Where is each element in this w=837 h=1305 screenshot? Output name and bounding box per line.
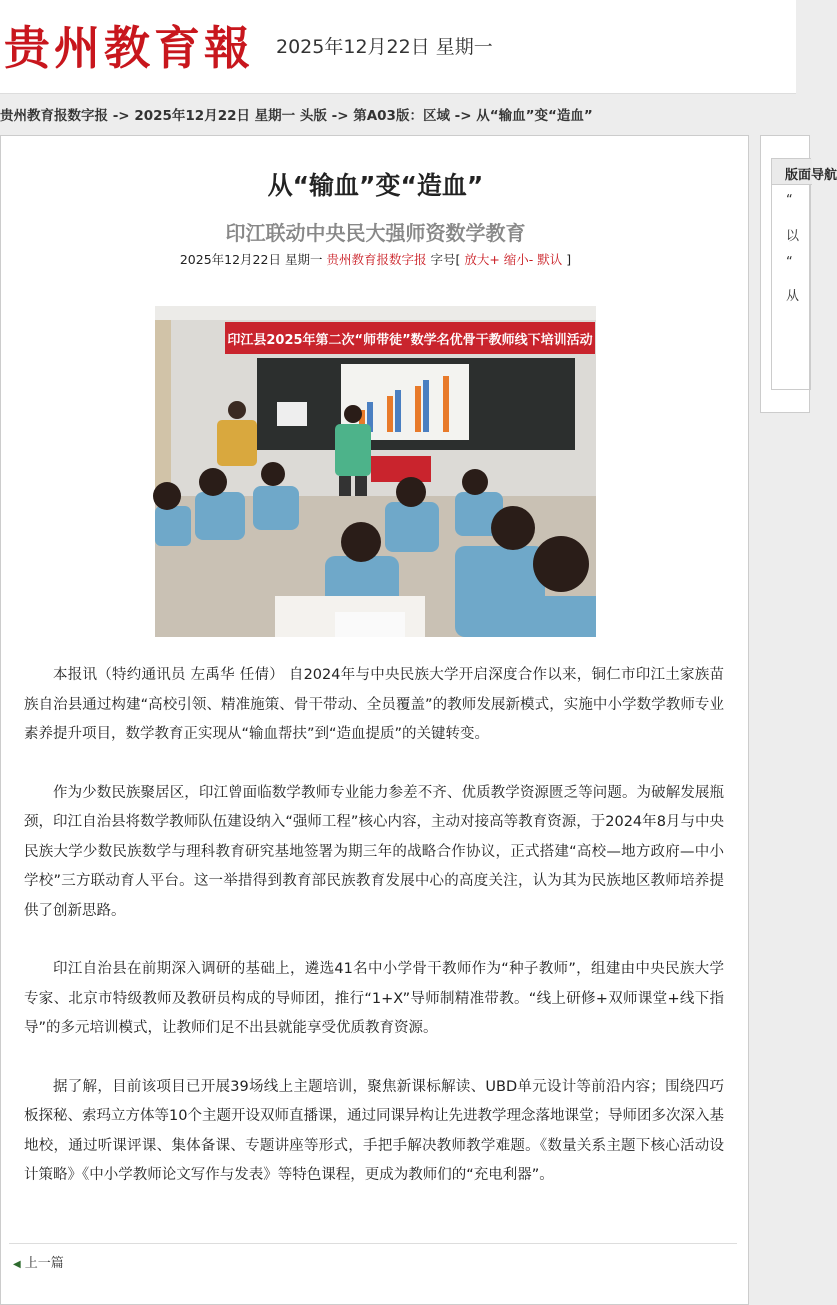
- font-default-button[interactable]: 默认: [537, 252, 563, 267]
- breadcrumb-separator: ->: [112, 108, 130, 124]
- breadcrumb-current: 从“输血”变“造血”: [476, 108, 593, 124]
- newspaper-logo[interactable]: 贵州教育報: [4, 21, 254, 75]
- nav-item[interactable]: “: [786, 193, 793, 208]
- article-paragraph: 据了解，目前该项目已开展39场线上主题培训，聚焦新课标解读、UBD单元设计等前沿内容；围绕四巧板探秘、索玛立方体等10个主题开设双师直播课，通过同课异构让先进教学理念落地课堂；导师团多次深入基地校，通过听课评课、集体备课、专题讲座等形式，手把手解决教师教学难题。《数量关系主题下核心活动设计策略》《中小学教师论文写作与发表》等特色课程，更成为教师们的“充电利器”。: [24, 1078, 724, 1183]
- footer-divider: [9, 1243, 737, 1244]
- article-source[interactable]: 贵州教育报数字报: [326, 252, 427, 267]
- breadcrumb-home-link[interactable]: 贵州教育报数字报: [0, 108, 108, 124]
- previous-article-link[interactable]: [13, 1252, 64, 1271]
- nav-item[interactable]: 以: [786, 229, 800, 244]
- issue-date: 2025年12月22日 星期一: [276, 36, 493, 58]
- nav-item[interactable]: “: [786, 255, 793, 270]
- previous-article-label: 上一篇: [24, 1256, 64, 1271]
- breadcrumb-separator: ->: [331, 108, 349, 124]
- page-navigation-panel: [760, 135, 837, 413]
- breadcrumb-section-link[interactable]: 第A03版：区域: [353, 108, 450, 124]
- classroom-photo-illustration: [155, 306, 596, 637]
- nav-item[interactable]: 从: [786, 289, 800, 304]
- breadcrumb-frontpage-link[interactable]: 头版: [299, 108, 327, 124]
- article-panel: [0, 135, 749, 1305]
- breadcrumb-date-link[interactable]: 2025年12月22日 星期一: [134, 108, 296, 124]
- article-paragraph: 本报讯（特约通讯员 左禹华 任倩） 自2024年与中央民族大学开启深度合作以来，铜仁市印江土家族苗族自治县通过构建“高校引领、精准施策、骨干带动、全员覆盖”的教师发展新模式，实施中小学数学教师专业素养提升项目，数学教育正实现从“输血帮扶”到“造血提质”的关键转变。: [24, 667, 724, 742]
- font-larger-button[interactable]: 放大+: [464, 252, 500, 267]
- font-size-label: 字号: [430, 252, 456, 267]
- article-date: 2025年12月22日 星期一: [179, 252, 323, 267]
- banner-text: 印江县2025年第二次“师带徒”数学名优骨干教师线下培训活动: [227, 333, 593, 348]
- page-navigation-title: 版面导航: [772, 159, 812, 185]
- breadcrumb-separator: ->: [454, 108, 472, 124]
- article-photo: [155, 306, 596, 637]
- page-navigation-box: [771, 158, 837, 390]
- article-title: 从“输血”变“造血”: [267, 171, 484, 200]
- article-body: [24, 661, 724, 1220]
- article-paragraph: 作为少数民族聚居区，印江曾面临数学教师专业能力参差不齐、优质教学资源匮乏等问题。为破解发展瓶颈，印江自治县将数学教师队伍建设纳入“强师工程”核心内容，主动对接高等教育资源，于2024年8月与中央民族大学少数民族数学与理科教育研究基地签署为期三年的战略合作协议，正式搭建“高校—地方政府—中小学校”三方联动育人平台。这一举措得到教育部民族教育发展中心的高度关注，认为其为民族地区教师培养提供了创新思路。: [24, 784, 724, 919]
- article-paragraph: 印江自治县在前期深入调研的基础上，遴选41名中小学骨干教师作为“种子教师”，组建由中央民族大学专家、北京市特级教师及教研员构成的导师团，推行“1+X”导师制精准带教。“线上研修+双师课堂+线下指导”的多元培训模式，让教师们足不出县就能享受优质教育资源。: [24, 961, 724, 1036]
- arrow-left-icon: ◀: [13, 1259, 21, 1270]
- masthead: [0, 0, 796, 94]
- article-subtitle: 印江联动中央民大强师资数学教育: [225, 221, 526, 245]
- font-smaller-button[interactable]: 缩小-: [503, 252, 534, 267]
- article-meta: 2025年12月22日 星期一 贵州教育报数字报 字号[ 放大+ 缩小- 默认 ]: [179, 252, 572, 267]
- breadcrumb: [0, 104, 796, 124]
